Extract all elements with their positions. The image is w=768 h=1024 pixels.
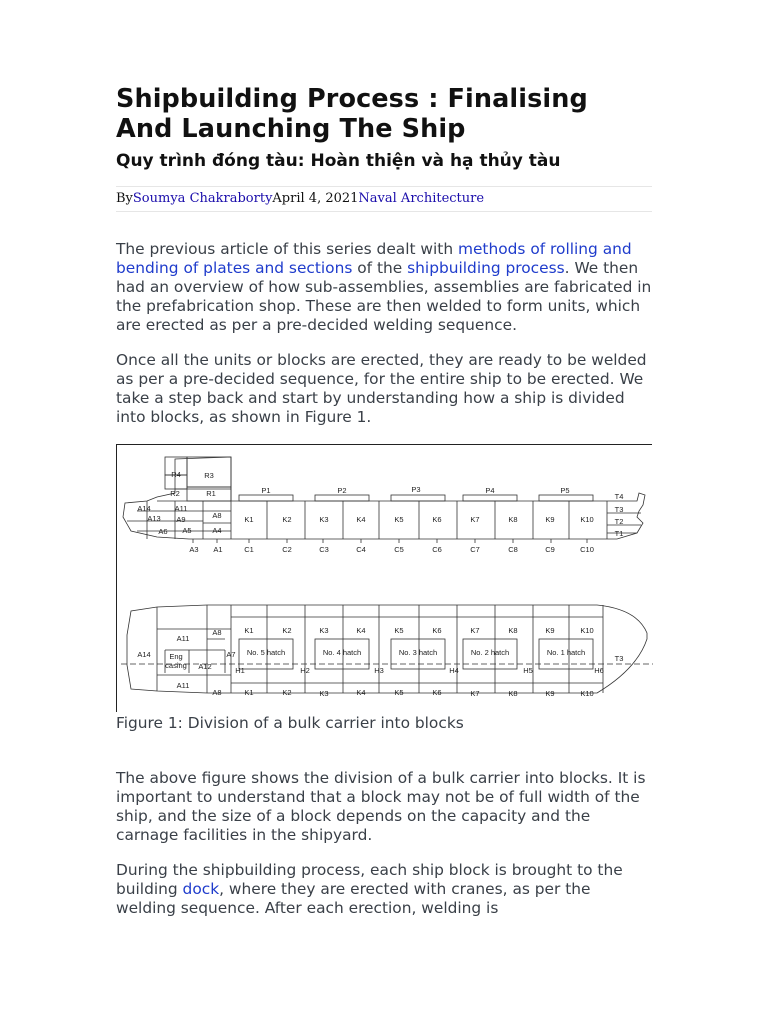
label-r3: R3 <box>204 471 214 480</box>
label-a11: A11 <box>174 504 188 513</box>
label-k6: K6 <box>432 515 442 524</box>
plan-k6-top: K6 <box>432 626 442 635</box>
plan-k4-top: K4 <box>356 626 366 635</box>
label-a9: A9 <box>176 515 186 524</box>
label-r1: R1 <box>206 489 216 498</box>
author-link[interactable]: Soumya Chakraborty <box>132 191 273 206</box>
plan-k6-bottom: K6 <box>432 688 442 697</box>
p1-text-1: The previous article of this series dealt with <box>116 240 458 258</box>
figure-caption: Figure 1: Division of a bulk carrier into blocks <box>116 714 464 732</box>
plan-k7-top: K7 <box>470 626 480 635</box>
label-p5: P5 <box>560 486 570 495</box>
label-p1: P1 <box>261 486 271 495</box>
plan-k2-bottom: K2 <box>282 688 292 697</box>
plan-k9-top: K9 <box>545 626 555 635</box>
label-c2: C2 <box>282 545 292 554</box>
plan-label-eng: Eng <box>169 652 183 661</box>
label-a1: A1 <box>213 545 223 554</box>
hatch-3: No. 3 hatch <box>398 648 438 657</box>
hatch-1: No. 1 hatch <box>546 648 586 657</box>
label-c7: C7 <box>470 545 480 554</box>
methods-link[interactable]: methods of rolling and bending of plates and sections <box>116 240 632 277</box>
plan-t3: T3 <box>614 654 624 663</box>
label-t3: T3 <box>614 505 624 514</box>
plan-label-a8-top: A8 <box>212 628 222 637</box>
plan-h3: H3 <box>374 666 384 675</box>
ship-diagram-svg <box>117 445 653 713</box>
label-a6: A6 <box>158 527 168 536</box>
label-t4: T4 <box>614 492 624 501</box>
label-p4: P4 <box>485 486 495 495</box>
plan-k1-top: K1 <box>244 626 254 635</box>
plan-k10-top: K10 <box>580 626 594 635</box>
plan-k1-bottom: K1 <box>244 688 254 697</box>
dock-link[interactable]: dock <box>182 880 220 898</box>
plan-k5-bottom: K5 <box>394 688 404 697</box>
plan-k8-top: K8 <box>508 626 518 635</box>
publish-date: April 4, 2021 <box>272 191 359 206</box>
p1-text-3: . We then had an overview of how sub-assemblies, assemblies are fabricated in the prefabrication shop. These are then welded to form units, which are erected as per a pre-decided welding sequence. <box>116 259 652 334</box>
label-c4: C4 <box>356 545 366 554</box>
plan-k5-top: K5 <box>394 626 404 635</box>
label-k2: K2 <box>282 515 292 524</box>
label-t2: T2 <box>614 517 624 526</box>
label-a8: A8 <box>212 511 222 520</box>
plan-label-a12: A12 <box>198 662 212 671</box>
label-c1: C1 <box>244 545 254 554</box>
paragraph-4 <box>116 861 652 918</box>
label-k7: K7 <box>470 515 480 524</box>
label-c9: C9 <box>545 545 555 554</box>
article-subtitle: Quy trình đóng tàu: Hoàn thiện và hạ thủy tàu <box>116 151 561 171</box>
plan-k9-bottom: K9 <box>545 689 555 698</box>
label-c6: C6 <box>432 545 442 554</box>
hatch-4: No. 4 hatch <box>322 648 362 657</box>
plan-label-a8-bottom: A8 <box>212 688 222 697</box>
category-link[interactable]: Naval Architecture <box>358 191 485 206</box>
label-c10: C10 <box>580 545 594 554</box>
label-r2: R2 <box>170 489 180 498</box>
plan-k4-bottom: K4 <box>356 688 366 697</box>
plan-k3-top: K3 <box>319 626 329 635</box>
article-meta <box>116 186 652 212</box>
article-title: Shipbuilding Process : Finalising And Launching The Ship <box>116 84 588 144</box>
plan-k3-bottom: K3 <box>319 689 329 698</box>
label-p2: P2 <box>337 486 347 495</box>
label-p3: P3 <box>411 485 421 494</box>
plan-label-a7: A7 <box>226 650 236 659</box>
hatch-5: No. 5 hatch <box>246 648 286 657</box>
label-r4: R4 <box>171 470 181 479</box>
label-c5: C5 <box>394 545 404 554</box>
label-a3: A3 <box>189 545 199 554</box>
p4-text-2: , where they are erected with cranes, as per the welding sequence. After each erection, welding is <box>116 880 591 917</box>
plan-h1: H1 <box>235 666 245 675</box>
plan-h4: H4 <box>449 666 459 675</box>
label-t1: T1 <box>614 529 624 538</box>
hatch-2: No. 2 hatch <box>470 648 510 657</box>
p1-text-2: of the <box>352 259 408 277</box>
plan-label-casing: casing <box>165 661 187 670</box>
plan-h2: H2 <box>300 666 310 675</box>
label-k1: K1 <box>244 515 254 524</box>
plan-k10-bottom: K10 <box>580 689 594 698</box>
label-k5: K5 <box>394 515 404 524</box>
ship-block-diagram <box>116 444 652 712</box>
label-c3: C3 <box>319 545 329 554</box>
label-k3: K3 <box>319 515 329 524</box>
plan-k2-top: K2 <box>282 626 292 635</box>
plan-k7-bottom: K7 <box>470 689 480 698</box>
plan-label-a11-bottom: A11 <box>176 681 190 690</box>
label-k9: K9 <box>545 515 555 524</box>
plan-label-a11-top: A11 <box>176 634 190 643</box>
plan-k8-bottom: K8 <box>508 689 518 698</box>
label-k8: K8 <box>508 515 518 524</box>
plan-h5: H5 <box>523 666 533 675</box>
label-a14: A14 <box>137 504 151 513</box>
p4-text-1: During the shipbuilding process, each ship block is brought to the building <box>116 861 623 898</box>
article <box>116 84 652 918</box>
label-k4: K4 <box>356 515 366 524</box>
paragraph-3: The above figure shows the division of a bulk carrier into blocks. It is important to understand that a block may not be of full width of the ship, and the size of a block depends on the capacity and the carnage facilities in the shipyard. <box>116 769 646 844</box>
plan-h6: H6 <box>594 666 604 675</box>
plan-label-a14: A14 <box>137 650 151 659</box>
label-a13: A13 <box>147 514 161 523</box>
label-c8: C8 <box>508 545 518 554</box>
label-a5: A5 <box>182 526 192 535</box>
label-a4: A4 <box>212 526 222 535</box>
paragraph-2: Once all the units or blocks are erected, they are ready to be welded as per a pre-decided sequence, for the entire ship to be erected. We take a step back and start by understanding how a ship is divided into blocks, as shown in Figure 1. <box>116 351 647 426</box>
byline-prefix: By <box>116 191 133 206</box>
label-k10: K10 <box>580 515 594 524</box>
paragraph-1 <box>116 240 652 335</box>
shipbuilding-process-link[interactable]: shipbuilding process <box>407 259 565 277</box>
